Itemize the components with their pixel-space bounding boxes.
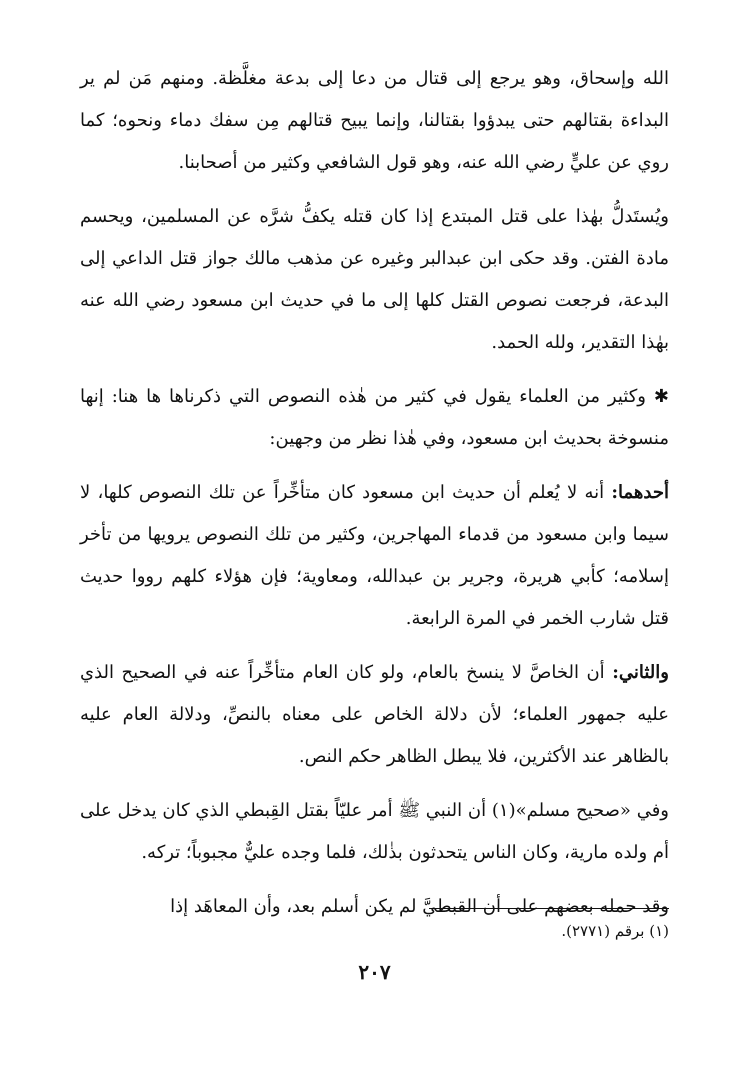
- footnote-divider: [429, 908, 669, 909]
- paragraph-7: وقد حمله بعضهم على أن القبطيَّ لم يكن أسلم بعد، وأن المعاهَد إذا: [170, 896, 669, 917]
- page-number: ٢٠٧: [358, 960, 391, 984]
- paragraph-5-lead: والثاني:: [612, 662, 669, 683]
- paragraph-4: [80, 472, 669, 640]
- paragraph-4-text: أنه لا يُعلم أن حديث ابن مسعود كان متأخِّراً عن تلك النصوص كلها، لا سيما وابن مسعود من قدماء المهاجرين، وكثير من تلك النصوص يرويها من تأخر إسلامه؛ كأبي هريرة، وجرير بن عبدالله، ومعاوية؛ فإن هؤلاء كلهم رووا حديث قتل شارب الخمر في المرة الرابعة.: [80, 482, 669, 629]
- paragraph-4-lead: أحدهما:: [611, 482, 669, 503]
- paragraph-1: الله وإسحاق، وهو يرجع إلى قتال من دعا إلى بدعة مغلَّظة. ومنهم مَن لم ير البداءة بقتالهم حتى يبدؤوا بقتالنا، وإنما يبيح قتالهم مِن سفك دماء ونحوه؛ كما روي عن عليٍّ رضي الله عنه، وهو قول الشافعي وكثير من أصحابنا.: [80, 68, 669, 173]
- paragraph-6: وفي «صحيح مسلم»(١) أن النبي ﷺ أمر عليّاً بقتل القِبطي الذي كان يدخل على أم ولده مارية، وكان الناس يتحدثون بذٰلك، فلما وجده عليٌّ مجبوباً؛ تركه.: [80, 800, 669, 863]
- main-text: [80, 58, 669, 928]
- paragraph-3: ✱ وكثير من العلماء يقول في كثير من هٰذه النصوص التي ذكرناها ها هنا: إنها منسوخة بحديث ابن مسعود، وفي هٰذا نظر من وجهين:: [80, 386, 669, 449]
- paragraph-5: [80, 652, 669, 778]
- paragraph-2: ويُستَدلُّ بهٰذا على قتل المبتدع إذا كان قتله يكفُّ شرَّه عن المسلمين، ويحسم مادة الفتن. وقد حكى ابن عبدالبر وغيره عن مذهب مالك جواز قتل الداعي إلى البدعة، فرجعت نصوص القتل كلها إلى ما في حديث ابن مسعود رضي الله عنه بهٰذا التقدير، ولله الحمد.: [80, 206, 669, 353]
- paragraph-5-text: أن الخاصَّ لا ينسخ بالعام، ولو كان العام متأخِّراً عنه في الصحيح الذي عليه جمهور العلماء؛ لأن دلالة الخاص على معناه بالنصِّ، ودلالة العام عليه بالظاهر عند الأكثرين، فلا يبطل الظاهر حكم النص.: [80, 662, 669, 767]
- footnote: (١) برقم (٢٧٧١).: [561, 922, 669, 940]
